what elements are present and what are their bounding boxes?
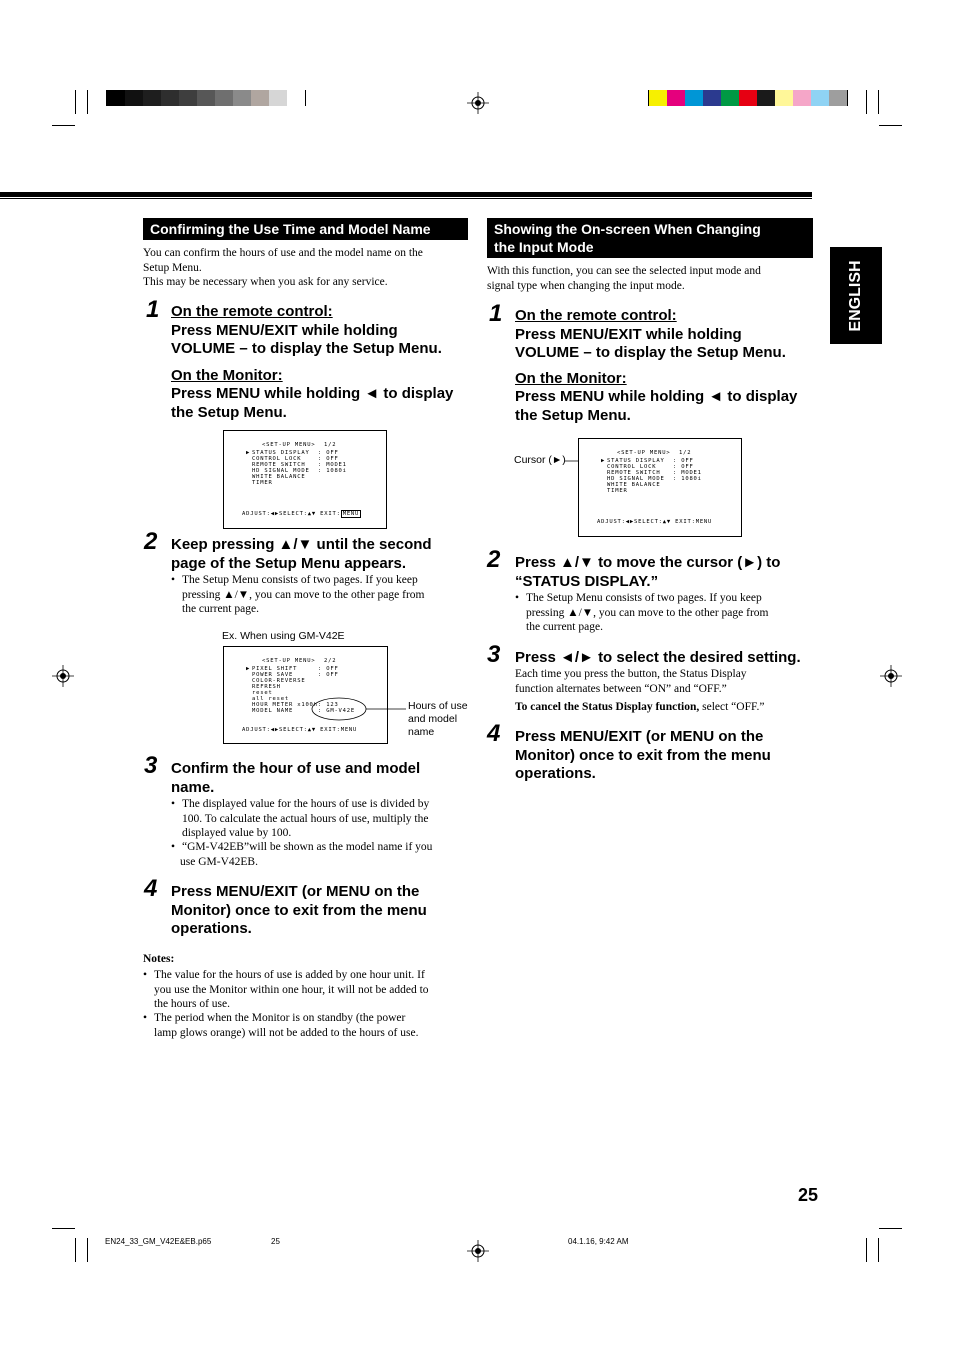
- menu-item-name: REMOTE SWITCH: [252, 462, 306, 468]
- menu-item-name: MODEL NAME: [252, 708, 294, 714]
- language-tab-label: ENGLISH: [847, 259, 864, 332]
- setup-menu-screen-page2: [223, 646, 388, 744]
- gray-swatch: [215, 90, 233, 106]
- color-swatch: [775, 90, 793, 106]
- right-intro: With this function, you can see the selected input mode and signal type when changing the input mode.: [487, 265, 761, 292]
- menu-item-value: : OFF: [673, 458, 694, 464]
- menu-item-name: HOUR METER x100h: [252, 702, 318, 708]
- crop-mark: [878, 90, 879, 114]
- color-swatch: [667, 90, 685, 106]
- gray-swatch: [125, 90, 143, 106]
- left-step1-text: On the remote control: Press MENU/EXIT while holding VOLUME – to display the Setup Menu. On the Monitor: Press MENU while holding ◄ to display the Setup Menu.: [171, 303, 454, 421]
- left-step2-text: Keep pressing ▲/▼ until the second page of the Setup Menu appears.: [171, 536, 432, 572]
- menu-footer: ADJUST:◀▶SELECT:▲▼ EXIT:MENU: [242, 727, 358, 733]
- menu-item-name: WHITE BALANCE: [252, 474, 306, 480]
- registration-target-icon: [467, 1240, 489, 1262]
- menu-title: <SET-UP MENU>: [262, 658, 316, 664]
- menu-title: <SET-UP MENU>: [262, 442, 316, 448]
- right-step3-text: Press ◄/► to select the desired setting.: [515, 649, 801, 666]
- menu-item-value: : OFF: [673, 464, 694, 470]
- menu-item-value: : 123: [318, 702, 339, 708]
- gray-swatch: [161, 90, 179, 106]
- step-number: 1: [146, 296, 160, 323]
- menu-item-name: reset: [252, 690, 273, 696]
- menu-item-name: REMOTE SWITCH: [607, 470, 661, 476]
- menu-title: <SET-UP MENU>: [617, 450, 671, 456]
- menu-item-name: REFRESH: [252, 684, 281, 690]
- menu-item-name: HD SIGNAL MODE: [252, 468, 310, 474]
- crop-mark: [87, 1238, 88, 1262]
- left-step3-text: Confirm the hour of use and model name.: [171, 760, 421, 796]
- crop-mark: [87, 90, 88, 114]
- step-number: 1: [489, 300, 503, 327]
- menu-footer: ADJUST:◀▶SELECT:▲▼ EXIT: MENU: [242, 511, 360, 517]
- setup-menu-screen: [578, 438, 742, 537]
- menu-item-name: HD SIGNAL MODE: [607, 476, 665, 482]
- menu-item-name: all reset: [252, 696, 290, 702]
- menu-item-value: : 1080i: [318, 468, 347, 474]
- step-number: 3: [487, 641, 501, 668]
- crop-mark: [52, 1228, 75, 1229]
- gray-swatch: [251, 90, 269, 106]
- step-number: 2: [144, 528, 158, 555]
- gray-swatch: [197, 90, 215, 106]
- page-number: 25: [798, 1185, 819, 1205]
- menu-item-value: : GM-V42E: [318, 708, 356, 714]
- menu-item-name: STATUS DISPLAY: [607, 458, 665, 464]
- menu-page: 1/2: [324, 442, 337, 448]
- right-step4-text: Press MENU/EXIT (or MENU on the Monitor) once to exit from the menu operations.: [515, 728, 771, 782]
- color-swatch: [649, 90, 667, 106]
- color-swatch: [703, 90, 721, 106]
- left-step2-bullet: • The Setup Menu consists of two pages. If you keep pressing ▲/▼, you can move to the other page from the current page.: [171, 574, 425, 615]
- menu-page: 2/2: [324, 658, 337, 664]
- menu-item-name: CONTROL LOCK: [252, 456, 302, 462]
- crop-mark: [866, 90, 867, 114]
- callout-label: Hours of use and model name: [408, 700, 468, 738]
- menu-item-name: TIMER: [252, 480, 273, 486]
- left-section-title: Confirming the Use Time and Model Name: [143, 218, 468, 240]
- crop-mark: [879, 1228, 902, 1229]
- color-swatch: [793, 90, 811, 106]
- registration-target-icon: [52, 665, 74, 687]
- menu-item-value: : OFF: [318, 666, 339, 672]
- crop-mark: [878, 1238, 879, 1262]
- menu-item-name: PIXEL SHIFT: [252, 666, 298, 672]
- right-step2-bullet: • The Setup Menu consists of two pages. If you keep pressing ▲/▼, you can move to the other page from the current page.: [515, 592, 769, 633]
- color-swatch: [739, 90, 757, 106]
- menu-item-value: : OFF: [318, 456, 339, 462]
- gray-swatch: [179, 90, 197, 106]
- menu-cursor: ▶: [246, 666, 251, 672]
- example-label: Ex. When using GM-V42E: [222, 630, 345, 642]
- color-swatch: [757, 90, 775, 106]
- color-swatch: [685, 90, 703, 106]
- menu-item-name: STATUS DISPLAY: [252, 450, 310, 456]
- menu-item-name: COLOR-REVERSE: [252, 678, 306, 684]
- crop-mark: [75, 90, 76, 114]
- left-step3-bullet2: • “GM-V42EB”will be shown as the model name if you use GM-V42EB.: [171, 841, 433, 868]
- right-section-title: Showing the On-screen When Changing the Input Mode: [487, 218, 813, 258]
- left-step3-bullet1: • The displayed value for the hours of use is divided by 100. To calculate the actual hours of use, multiply the displayed value by 100.: [171, 798, 430, 839]
- menu-item-value: : MODE1: [318, 462, 347, 468]
- menu-cursor: ▶: [601, 458, 606, 464]
- cursor-label: Cursor (►): [514, 454, 566, 466]
- menu-item-name: TIMER: [607, 488, 628, 494]
- color-swatch: [811, 90, 829, 106]
- language-tab: [830, 247, 882, 344]
- registration-target-icon: [880, 665, 902, 687]
- gray-swatch: [233, 90, 251, 106]
- menu-item-value: : OFF: [318, 450, 339, 456]
- left-intro: You can confirm the hours of use and the model name on the Setup Menu. This may be necessary when you ask for any service.: [143, 247, 423, 288]
- setup-menu-screen: [223, 430, 387, 529]
- left-step4-text: Press MENU/EXIT (or MENU on the Monitor) once to exit from the menu operations.: [171, 883, 427, 937]
- note-item: • The value for the hours of use is added by one hour unit. If you use the Monitor within one hour, it will not be added to the hours of use.: [143, 969, 429, 1010]
- footer-date: 04.1.16, 9:42 AM: [568, 1237, 629, 1246]
- menu-item-value: : MODE1: [673, 470, 702, 476]
- color-swatch: [829, 90, 847, 106]
- note-item: • The period when the Monitor is on standby (the power lamp glows orange) will not be added to the hours of use.: [143, 1012, 419, 1039]
- crop-mark: [52, 125, 75, 126]
- registration-target-icon: [467, 92, 489, 114]
- menu-page: 1/2: [679, 450, 692, 456]
- color-swatch: [721, 90, 739, 106]
- footer-file: EN24_33_GM_V42E&EB.p65: [105, 1237, 212, 1246]
- callout-ellipse: [310, 696, 410, 722]
- crop-mark: [75, 1238, 76, 1262]
- crop-mark: [879, 125, 902, 126]
- menu-item-name: CONTROL LOCK: [607, 464, 657, 470]
- right-step2-text: Press ▲/▼ to move the cursor (►) to “STATUS DISPLAY.”: [515, 554, 781, 590]
- menu-item-name: POWER SAVE: [252, 672, 294, 678]
- crop-mark: [866, 1238, 867, 1262]
- menu-item-name: WHITE BALANCE: [607, 482, 661, 488]
- gray-swatch: [143, 90, 161, 106]
- right-step3-body: Each time you press the button, the Status Display function alternates between “ON” and “OFF.” To cancel the Status Display function, select “OFF.”: [515, 668, 765, 713]
- menu-item: [607, 488, 673, 494]
- step-number: 3: [144, 752, 158, 779]
- gray-swatch: [287, 90, 305, 106]
- menu-item-value: : 1080i: [673, 476, 702, 482]
- step-number: 4: [487, 720, 501, 747]
- menu-footer: ADJUST:◀▶SELECT:▲▼ EXIT:MENU: [597, 519, 713, 525]
- menu-item: [252, 480, 318, 486]
- menu-cursor: ▶: [246, 450, 251, 456]
- step-number: 2: [487, 546, 501, 573]
- footer-page: 25: [271, 1237, 280, 1246]
- gray-swatch: [107, 90, 125, 106]
- step-number: 4: [144, 875, 158, 902]
- right-step1-text: On the remote control: Press MENU/EXIT while holding VOLUME – to display the Setup Menu. On the Monitor: Press MENU while holding ◄ to display the Setup Menu.: [515, 307, 798, 424]
- header-rule: [0, 192, 812, 197]
- gray-swatch: [269, 90, 287, 106]
- menu-item-value: : OFF: [318, 672, 339, 678]
- header-rule-thin: [0, 198, 812, 199]
- notes-heading: Notes:: [143, 953, 175, 965]
